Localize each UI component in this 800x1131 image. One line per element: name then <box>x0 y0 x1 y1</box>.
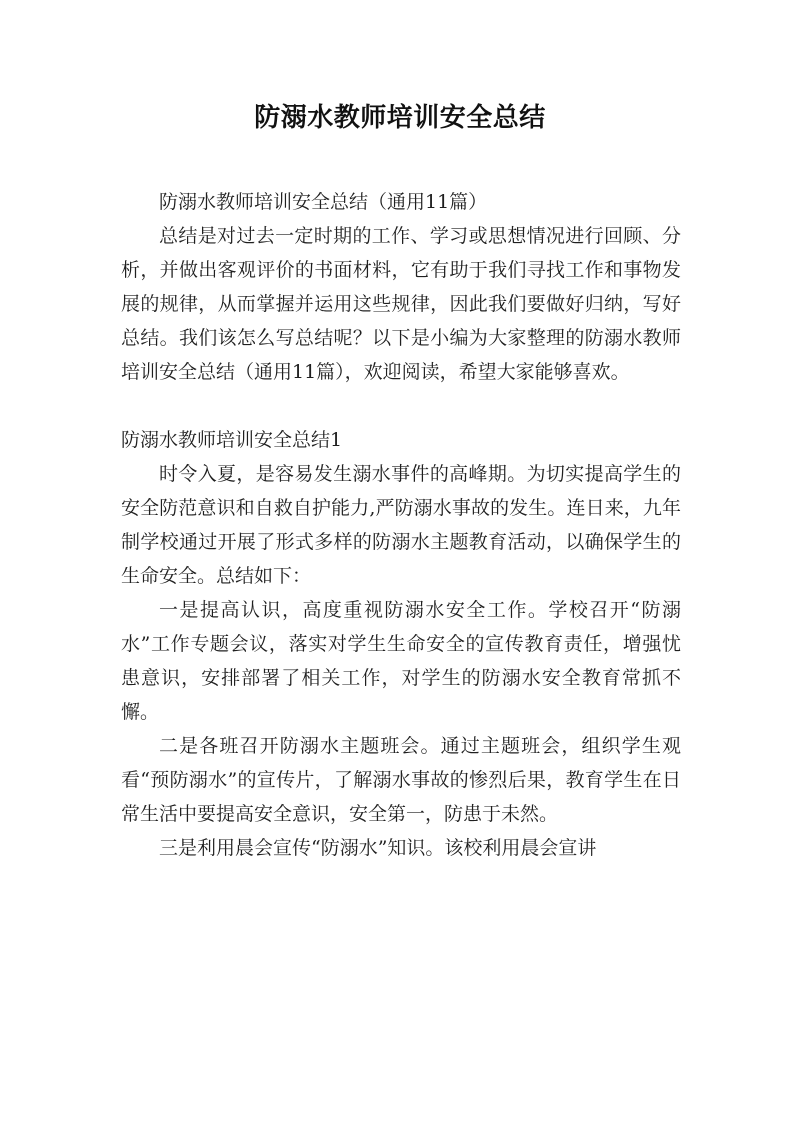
body-paragraph: 二是各班召开防溺水主题班会。通过主题班会，组织学生观看“预防溺水”的宣传片，了解溺水事故的惨烈后果，教育学生在日常生活中要提高安全意识，安全第一，防患于未然。 <box>121 735 681 825</box>
intro-paragraph: 总结是对过去一定时期的工作、学习或思想情况进行回顾、分析，并做出客观评价的书面材料，它有助于我们寻找工作和事物发展的规律，从而掌握并运用这些规律，因此我们要做好归纳，写好总结。我们该怎么写总结呢？以下是小编为大家整理的防溺水教师培训安全总结（通用11篇），欢迎阅读，希望大家能够喜欢。 <box>121 225 681 383</box>
body-paragraph: 时令入夏，是容易发生溺水事件的高峰期。为切实提高学生的安全防范意识和自救自护能力,严防溺水事故的发生。连日来，九年制学校通过开展了形式多样的防溺水主题教育活动，以确保学生的生命安全。总结如下： <box>121 463 681 587</box>
body-paragraph: 三是利用晨会宣传“防溺水”知识。该校利用晨会宣讲 <box>159 837 597 859</box>
section-heading: 防溺水教师培训安全总结1 <box>121 429 343 451</box>
document-body <box>121 185 681 865</box>
body-paragraph: 一是提高认识，高度重视防溺水安全工作。学校召开“防溺水”工作专题会议，落实对学生生命安全的宣传教育责任，增强忧患意识，安排部署了相关工作，对学生的防溺水安全教育常抓不懈。 <box>121 599 681 723</box>
document-title: 防溺水教师培训安全总结 <box>254 103 546 133</box>
document-subtitle: 防溺水教师培训安全总结（通用11篇） <box>159 191 488 213</box>
